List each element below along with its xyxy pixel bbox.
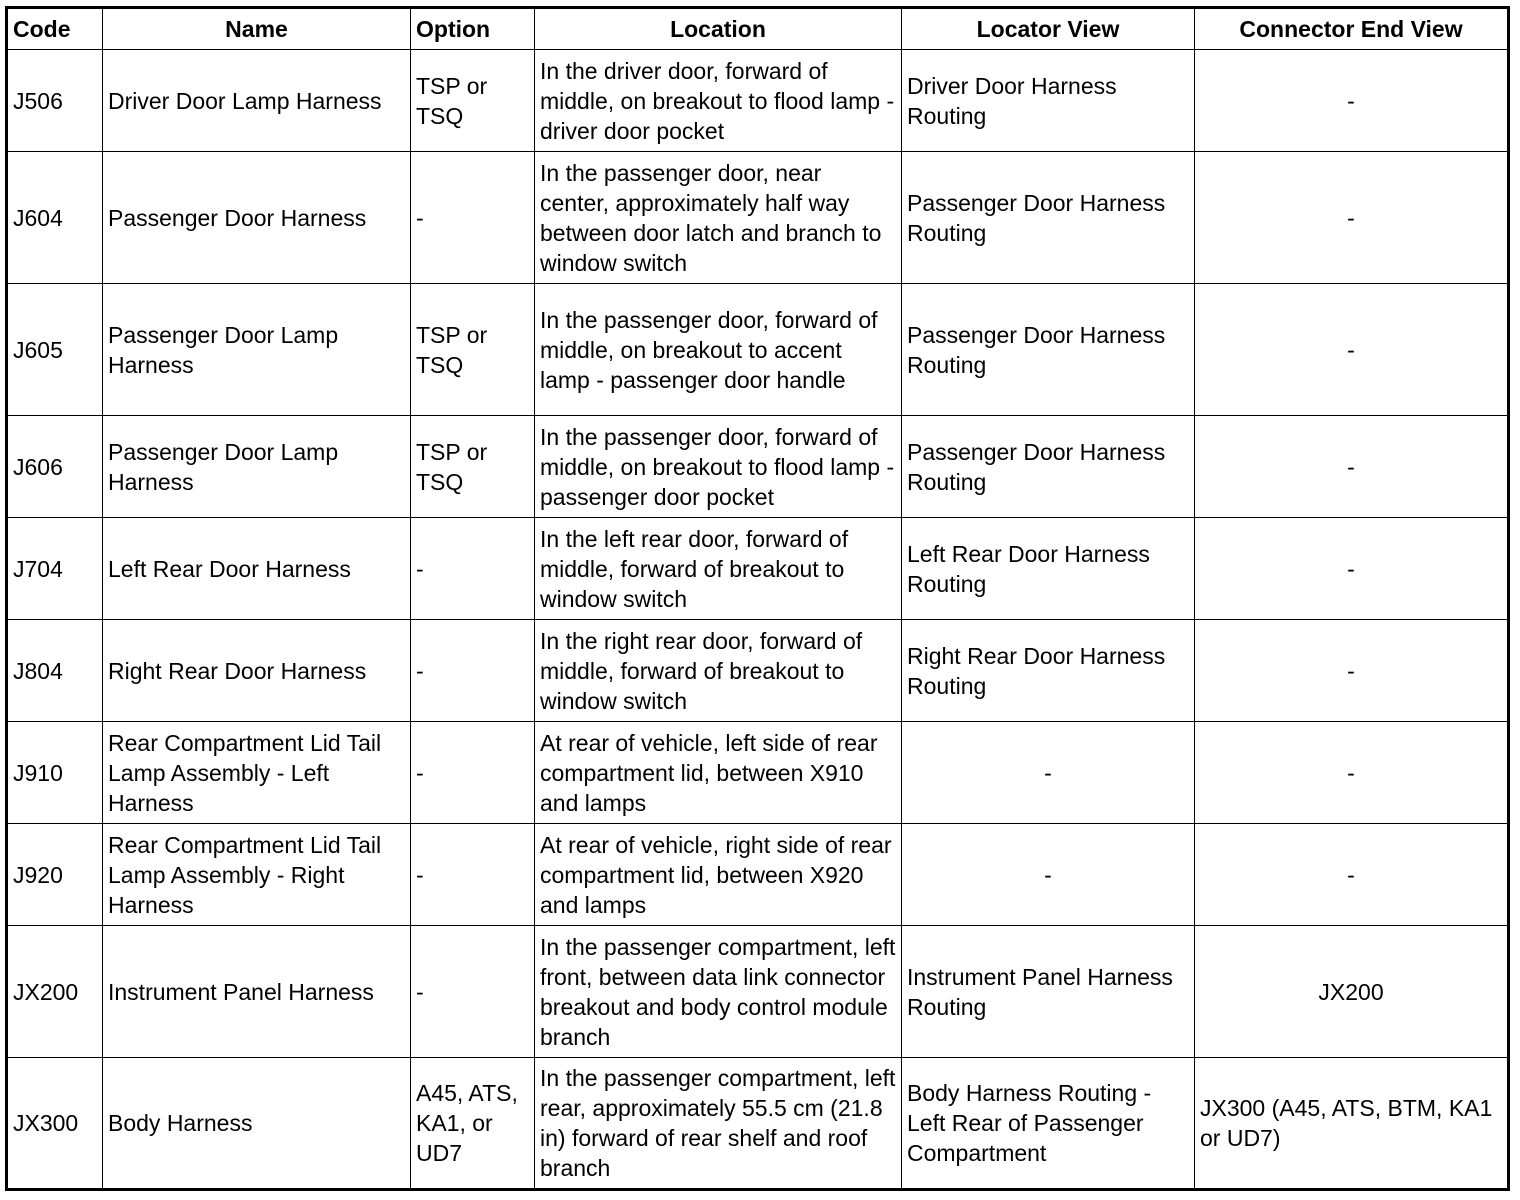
table-row [7, 722, 1509, 824]
cell-option: - [411, 722, 535, 824]
cell-option: TSP or TSQ [411, 50, 535, 152]
table-row [7, 926, 1509, 1058]
table-header-row [7, 8, 1509, 50]
cell-locator-view: - [902, 824, 1195, 926]
cell-code: JX300 [7, 1058, 103, 1190]
cell-locator-view: Body Harness Routing - Left Rear of Passenger Compartment [902, 1058, 1195, 1190]
cell-name: Passenger Door Lamp Harness [103, 416, 411, 518]
cell-connector-end-view: - [1195, 50, 1509, 152]
header-option: Option [411, 8, 535, 50]
table-row [7, 518, 1509, 620]
cell-location: At rear of vehicle, left side of rear compartment lid, between X910 and lamps [535, 722, 902, 824]
cell-code: JX200 [7, 926, 103, 1058]
table-row [7, 824, 1509, 926]
cell-locator-view: Driver Door Harness Routing [902, 50, 1195, 152]
header-locator-view: Locator View [902, 8, 1195, 50]
cell-option: - [411, 152, 535, 284]
cell-option: - [411, 926, 535, 1058]
cell-connector-end-view: - [1195, 824, 1509, 926]
table-row [7, 620, 1509, 722]
cell-code: J604 [7, 152, 103, 284]
connector-table-document [5, 6, 1507, 1191]
cell-code: J804 [7, 620, 103, 722]
cell-location: In the left rear door, forward of middle, forward of breakout to window switch [535, 518, 902, 620]
header-name: Name [103, 8, 411, 50]
cell-code: J910 [7, 722, 103, 824]
cell-name: Body Harness [103, 1058, 411, 1190]
header-connector-end-view: Connector End View [1195, 8, 1509, 50]
table-row [7, 152, 1509, 284]
header-code: Code [7, 8, 103, 50]
cell-option: - [411, 518, 535, 620]
cell-location: In the driver door, forward of middle, on breakout to flood lamp - driver door pocket [535, 50, 902, 152]
cell-location: At rear of vehicle, right side of rear compartment lid, between X920 and lamps [535, 824, 902, 926]
cell-location: In the passenger door, forward of middle, on breakout to accent lamp - passenger door handle [535, 284, 902, 416]
cell-connector-end-view: - [1195, 722, 1509, 824]
cell-locator-view: Passenger Door Harness Routing [902, 152, 1195, 284]
cell-name: Passenger Door Lamp Harness [103, 284, 411, 416]
cell-name: Rear Compartment Lid Tail Lamp Assembly - Right Harness [103, 824, 411, 926]
cell-connector-end-view: JX200 [1195, 926, 1509, 1058]
table-row [7, 284, 1509, 416]
cell-name: Passenger Door Harness [103, 152, 411, 284]
cell-code: J606 [7, 416, 103, 518]
cell-option: A45, ATS, KA1, or UD7 [411, 1058, 535, 1190]
cell-locator-view: Passenger Door Harness Routing [902, 416, 1195, 518]
cell-location: In the passenger door, forward of middle, on breakout to flood lamp - passenger door pocket [535, 416, 902, 518]
cell-locator-view: Right Rear Door Harness Routing [902, 620, 1195, 722]
cell-connector-end-view: - [1195, 620, 1509, 722]
cell-name: Left Rear Door Harness [103, 518, 411, 620]
cell-connector-end-view: - [1195, 416, 1509, 518]
table-row [7, 50, 1509, 152]
table-row [7, 416, 1509, 518]
connector-table [5, 6, 1510, 1191]
cell-connector-end-view: - [1195, 518, 1509, 620]
cell-option: TSP or TSQ [411, 284, 535, 416]
cell-locator-view: Left Rear Door Harness Routing [902, 518, 1195, 620]
cell-connector-end-view: JX300 (A45, ATS, BTM, KA1 or UD7) [1195, 1058, 1509, 1190]
cell-name: Instrument Panel Harness [103, 926, 411, 1058]
cell-location: In the passenger compartment, left rear, approximately 55.5 cm (21.8 in) forward of rear shelf and roof branch [535, 1058, 902, 1190]
cell-locator-view: Instrument Panel Harness Routing [902, 926, 1195, 1058]
cell-connector-end-view: - [1195, 152, 1509, 284]
cell-connector-end-view: - [1195, 284, 1509, 416]
table-row [7, 1058, 1509, 1190]
cell-locator-view: Passenger Door Harness Routing [902, 284, 1195, 416]
cell-option: TSP or TSQ [411, 416, 535, 518]
header-location: Location [535, 8, 902, 50]
cell-code: J605 [7, 284, 103, 416]
cell-location: In the passenger compartment, left front, between data link connector breakout and body control module branch [535, 926, 902, 1058]
cell-location: In the passenger door, near center, approximately half way between door latch and branch to window switch [535, 152, 902, 284]
cell-locator-view: - [902, 722, 1195, 824]
cell-option: - [411, 824, 535, 926]
cell-name: Driver Door Lamp Harness [103, 50, 411, 152]
cell-option: - [411, 620, 535, 722]
cell-code: J920 [7, 824, 103, 926]
cell-code: J506 [7, 50, 103, 152]
cell-name: Rear Compartment Lid Tail Lamp Assembly - Left Harness [103, 722, 411, 824]
cell-code: J704 [7, 518, 103, 620]
cell-name: Right Rear Door Harness [103, 620, 411, 722]
cell-location: In the right rear door, forward of middle, forward of breakout to window switch [535, 620, 902, 722]
